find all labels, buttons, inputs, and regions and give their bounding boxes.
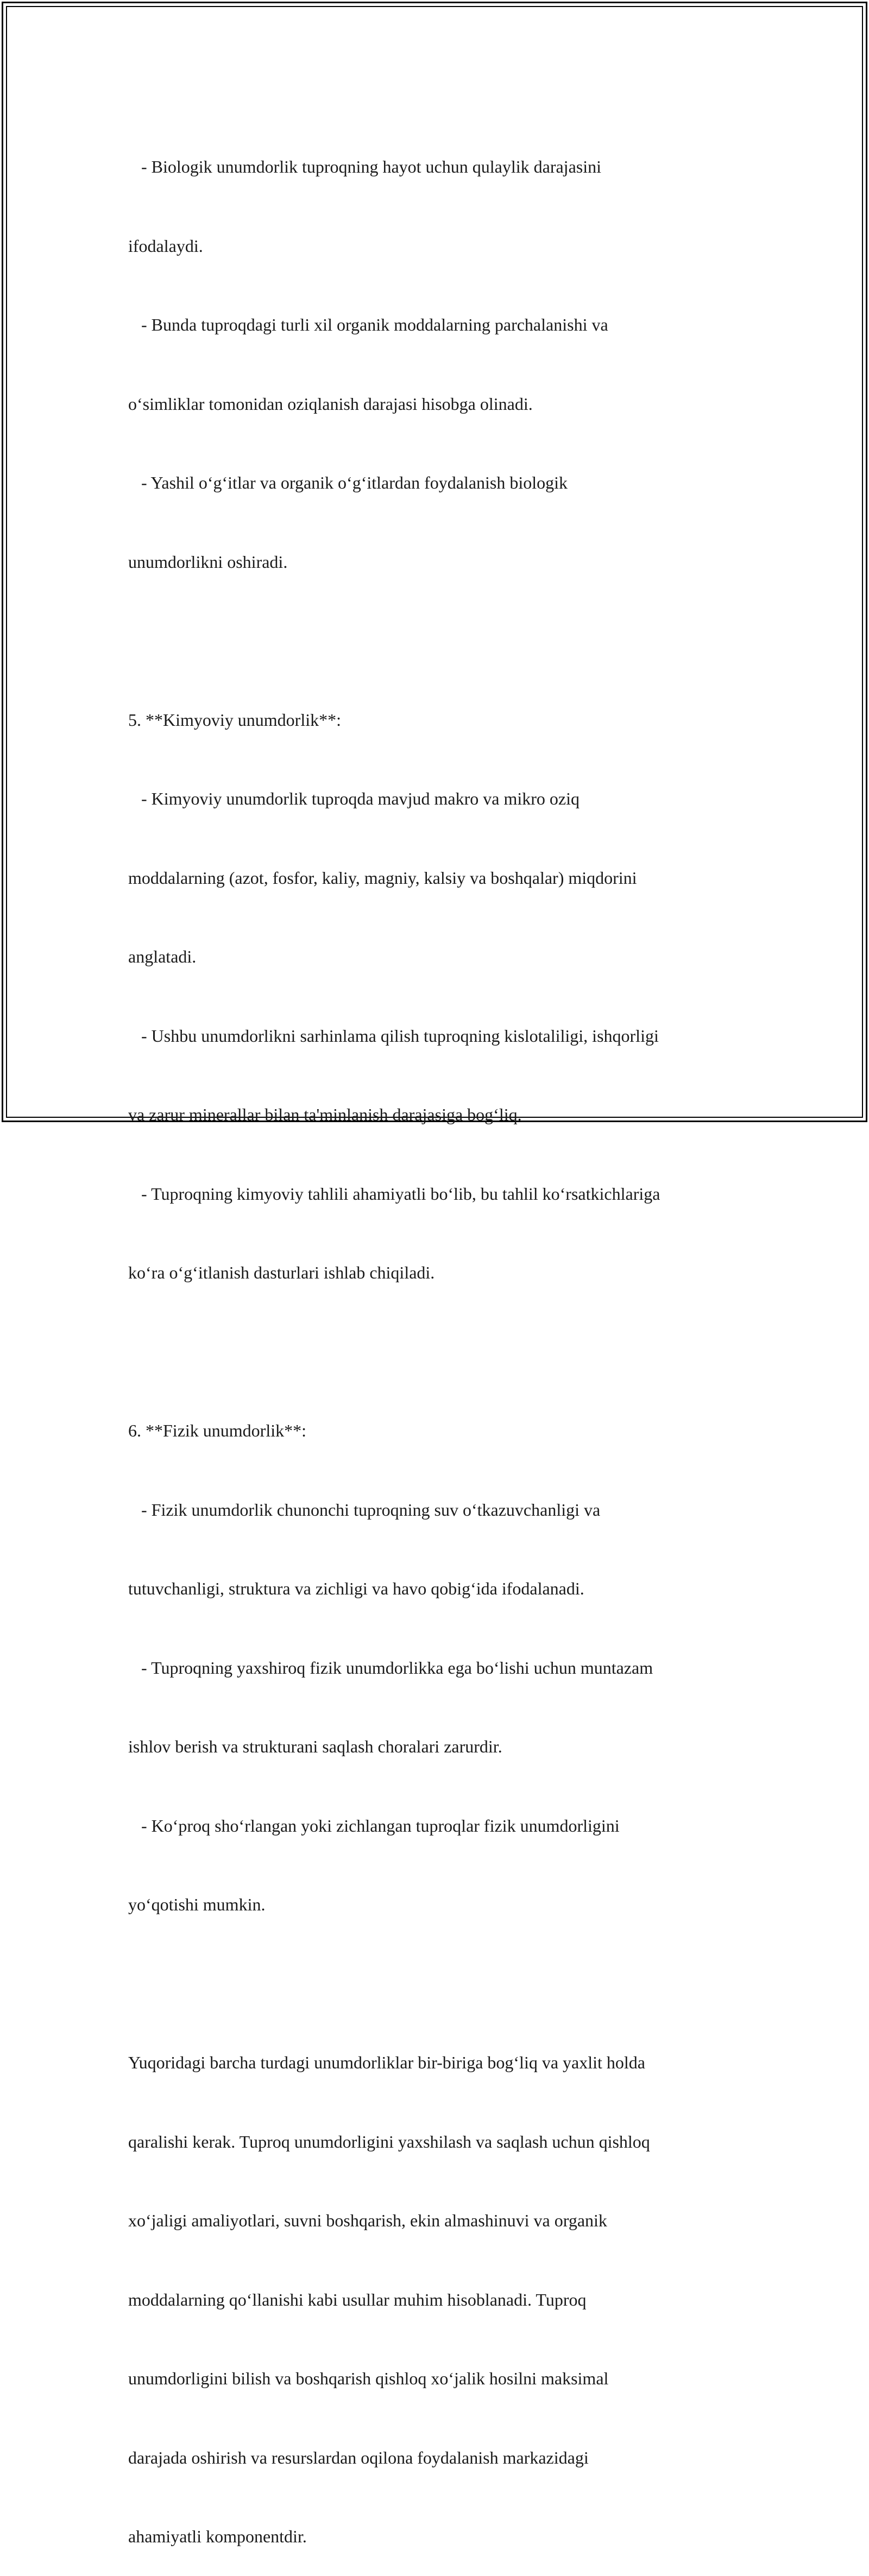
document-body — [128, 101, 769, 2576]
section-heading: 5. **Kimyoviy unumdorlik**: — [128, 710, 341, 730]
text-line: ishlov berish va strukturani saqlash choralari zarurdir. — [128, 1737, 502, 1756]
conclusion-line: xo‘jaligi amaliyotlari, suvni boshqarish, ekin almashinuvi va organik — [128, 2211, 607, 2230]
blank-line — [128, 628, 769, 654]
text-line: moddalarning (azot, fosfor, kaliy, magniy, kalsiy va boshqalar) miqdorini — [128, 868, 637, 888]
text-line: va zarur minerallar bilan ta'minlanish darajasiga bog‘liq. — [128, 1105, 522, 1124]
conclusion-line: unumdorligini bilish va boshqarish qishloq xo‘jalik hosilni maksimal — [128, 2369, 609, 2388]
conclusion-line: ahamiyatli komponentdir. — [128, 2527, 307, 2546]
conclusion-line: Yuqoridagi barcha turdagi unumdorliklar bir-biriga bog‘liq va yaxlit holda — [128, 2053, 645, 2072]
blank-line — [128, 1339, 769, 1365]
text-line: - Yashil o‘g‘itlar va organik o‘g‘itlardan foydalanish biologik — [128, 473, 568, 492]
blank-line — [128, 1971, 769, 1997]
text-line: - Tuproqning kimyoviy tahlili ahamiyatli bo‘lib, bu tahlil ko‘rsatkichlariga — [128, 1183, 660, 1204]
text-line: - Ushbu unumdorlikni sarhinlama qilish tuproqning kislotaliligi, ishqorligi — [128, 1026, 659, 1046]
text-line: - Fizik unumdorlik chunonchi tuproqning suv o‘tkazuvchanligi va — [128, 1499, 601, 1520]
section-heading: 6. **Fizik unumdorlik**: — [128, 1421, 306, 1440]
text-line: - Bunda tuproqdagi turli xil organik moddalarning parchalanishi va — [128, 315, 608, 334]
conclusion-line: qaralishi kerak. Tuproq unumdorligini yaxshilash va saqlash uchun qishloq — [128, 2131, 650, 2151]
text-line: tutuvchanligi, struktura va zichligi va havo qobig‘ida ifodalanadi. — [128, 1579, 584, 1598]
text-line: ifodalaydi. — [128, 236, 203, 256]
conclusion-line: darajada oshirish va resurslardan oqilona foydalanish markazidagi — [128, 2447, 589, 2467]
conclusion-line: moddalarning qo‘llanishi kabi usullar muhim hisoblanadi. Tuproq — [128, 2289, 587, 2309]
text-line: anglatadi. — [128, 947, 197, 966]
text-line: - Tuproqning yaxshiroq fizik unumdorlikka ega bo‘lishi uchun muntazam — [128, 1657, 653, 1678]
text-line: - Biologik unumdorlik tuproqning hayot uchun qulaylik darajasini — [128, 157, 601, 176]
text-line: o‘simliklar tomonidan oziqlanish darajasi hisobga olinadi. — [128, 394, 533, 414]
text-line: ko‘ra o‘g‘itlanish dasturlari ishlab chiqiladi. — [128, 1263, 435, 1282]
text-line: yo‘qotishi mumkin. — [128, 1895, 266, 1914]
text-line: - Kimyoviy unumdorlik tuproqda mavjud makro va mikro oziq — [128, 789, 580, 808]
text-line: unumdorlikni oshiradi. — [128, 552, 288, 572]
text-line: - Ko‘proq sho‘rlangan yoki zichlangan tuproqlar fizik unumdorligini — [128, 1815, 620, 1836]
